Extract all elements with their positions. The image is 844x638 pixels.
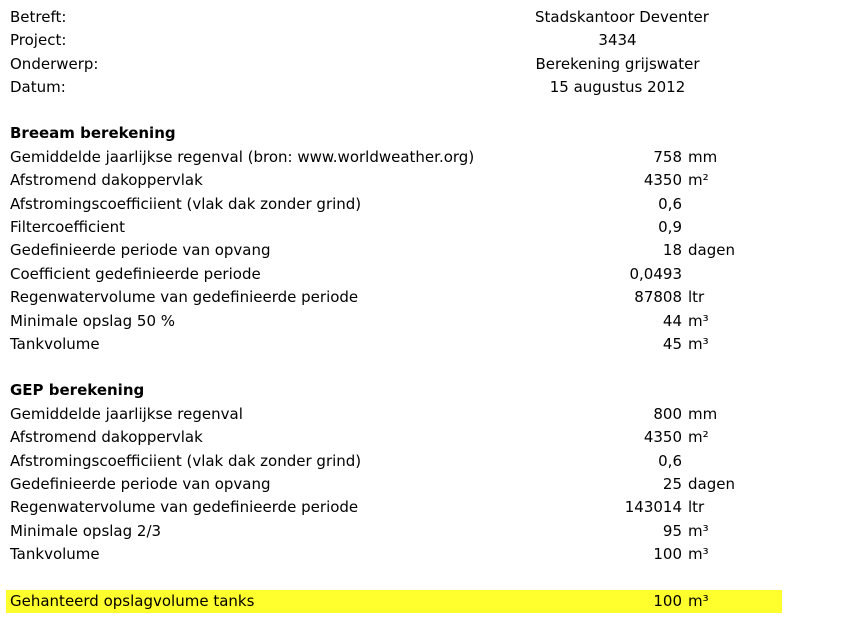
result-row	[6, 590, 782, 613]
section-title	[0, 122, 844, 145]
table-row	[0, 496, 844, 519]
result-value: 100	[653, 592, 682, 610]
row-unit: ltr	[688, 288, 705, 306]
row-label: Gemiddelde jaarlijkse regenval	[10, 405, 243, 423]
table-row	[0, 403, 844, 426]
header-label: Datum:	[10, 78, 66, 96]
header-label: Onderwerp:	[10, 55, 99, 73]
row-value: 44	[662, 312, 682, 330]
row-unit: m²	[688, 171, 709, 189]
row-value: 143014	[624, 498, 682, 516]
row-value: 4350	[643, 428, 682, 446]
row-value: 18	[662, 241, 682, 259]
row-value: 45	[662, 335, 682, 353]
header-value: 15 augustus 2012	[549, 78, 686, 96]
section-title	[0, 379, 844, 402]
row-label: Afstromingscoefficiient (vlak dak zonder grind)	[10, 452, 362, 470]
table-row	[0, 193, 844, 216]
table-row	[0, 169, 844, 192]
header-value: 3434	[598, 31, 637, 49]
section-title-text: GEP berekening	[10, 381, 145, 399]
table-row	[0, 426, 844, 449]
row-label: Filtercoefficient	[10, 218, 126, 236]
row-label: Minimale opslag 2/3	[10, 522, 162, 540]
header-row-onderwerp	[0, 53, 844, 76]
table-row	[0, 450, 844, 473]
header-row-betreft	[0, 6, 844, 29]
row-label: Afstromingscoefficiient (vlak dak zonder grind)	[10, 195, 362, 213]
row-label: Gemiddelde jaarlijkse regenval (bron: www.worldweather.org)	[10, 148, 475, 166]
row-unit: mm	[688, 405, 718, 423]
table-row	[0, 146, 844, 169]
header-row-project	[0, 29, 844, 52]
row-value: 758	[653, 148, 682, 166]
header-value: Berekening grijswater	[535, 55, 700, 73]
row-unit: mm	[688, 148, 718, 166]
table-row	[0, 520, 844, 543]
table-row	[0, 310, 844, 333]
row-label: Coefficient gedefinieerde periode	[10, 265, 261, 283]
row-label: Afstromend dakoppervlak	[10, 428, 203, 446]
row-unit: dagen	[688, 475, 735, 493]
table-row	[0, 263, 844, 286]
row-label: Regenwatervolume van gedefinieerde periode	[10, 288, 359, 306]
row-unit: m³	[688, 335, 709, 353]
row-label: Gedefinieerde periode van opvang	[10, 241, 271, 259]
row-unit: dagen	[688, 241, 735, 259]
row-value: 0,6	[658, 452, 682, 470]
table-row	[0, 333, 844, 356]
row-value: 0,9	[658, 218, 682, 236]
row-unit: m²	[688, 428, 709, 446]
row-value: 25	[662, 475, 682, 493]
result-label: Gehanteerd opslagvolume tanks	[10, 592, 255, 610]
row-label: Gedefinieerde periode van opvang	[10, 475, 271, 493]
row-label: Tankvolume	[10, 335, 100, 353]
header-row-datum	[0, 76, 844, 99]
row-unit: m³	[688, 522, 709, 540]
header-value: Stadskantoor Deventer	[535, 8, 709, 26]
row-value: 0,6	[658, 195, 682, 213]
row-value: 800	[653, 405, 682, 423]
row-value: 100	[653, 545, 682, 563]
section-title-text: Breeam berekening	[10, 124, 176, 142]
row-label: Regenwatervolume van gedefinieerde periode	[10, 498, 359, 516]
table-row	[0, 543, 844, 566]
row-label: Minimale opslag 50 %	[10, 312, 176, 330]
table-row	[0, 286, 844, 309]
header-label: Project:	[10, 31, 67, 49]
row-unit: ltr	[688, 498, 705, 516]
row-label: Afstromend dakoppervlak	[10, 171, 203, 189]
row-value: 87808	[634, 288, 682, 306]
row-unit: m³	[688, 312, 709, 330]
row-value: 4350	[643, 171, 682, 189]
table-row	[0, 216, 844, 239]
table-row	[0, 239, 844, 262]
header-label: Betreft:	[10, 8, 67, 26]
row-value: 95	[662, 522, 682, 540]
result-unit: m³	[688, 592, 709, 610]
row-label: Tankvolume	[10, 545, 100, 563]
row-value: 0,0493	[629, 265, 682, 283]
table-row	[0, 473, 844, 496]
row-unit: m³	[688, 545, 709, 563]
